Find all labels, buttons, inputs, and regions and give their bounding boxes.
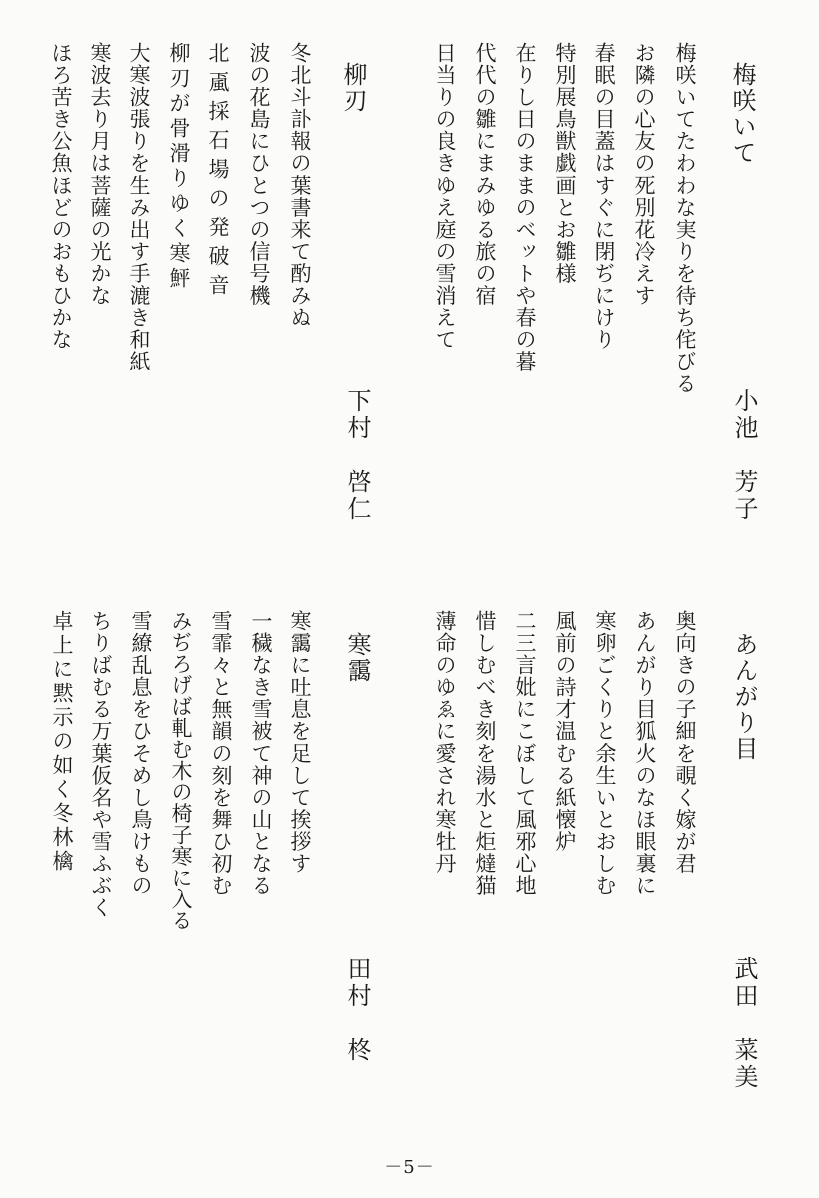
haiku-line: 波の花島にひとつの信号機 <box>247 42 271 307</box>
author-name: 小池 芳子 <box>730 388 758 523</box>
haiku-line: 薄命のゆゑに愛され寒牡丹 <box>433 610 457 875</box>
haiku-line: 日当りの良きゆえ庭の雪消えて <box>433 42 457 351</box>
haiku-line: みぢろげば軋む木の椅子寒に入る <box>169 610 193 931</box>
haiku-line: 二三言妣にこぼして風邪心地 <box>513 610 537 897</box>
haiku-line: 梅咲いてたわわな実りを待ち侘びる <box>673 42 697 395</box>
haiku-line: 柳刃が骨滑りゆく寒鮃 <box>167 42 191 292</box>
author-name: 田村 柊 <box>343 956 371 1064</box>
haiku-line: 在りし日のままのベットや春の暮 <box>513 42 537 373</box>
haiku-line: 寒靄に吐息を足して挨拶す <box>288 610 312 875</box>
author-name: 下村 啓仁 <box>343 388 371 523</box>
page-number: －5－ <box>384 1157 435 1178</box>
haiku-line: 春眠の目蓋はすぐに閉ぢにけり <box>592 42 616 351</box>
haiku-line: 北颪採石場の発破音 <box>206 42 230 303</box>
haiku-title: あんがり目 <box>730 632 758 762</box>
haiku-line: 冬北斗訃報の葉書来て酌みぬ <box>288 42 312 329</box>
haiku-title: 寒靄 <box>343 632 371 684</box>
haiku-line: 特別展鳥獣戯画とお雛様 <box>553 42 577 285</box>
haiku-title: 柳刃 <box>339 62 367 114</box>
haiku-line: 卓上に黙示の如く冬林檎 <box>50 610 74 874</box>
haiku-line: お隣の心友の死別花冷えす <box>632 42 656 307</box>
haiku-title: 梅咲いて <box>728 62 756 166</box>
haiku-line: 一穢なき雪被て神の山となる <box>249 610 273 897</box>
haiku-line: ほろ苦き公魚ほどのおもひかな <box>49 42 73 351</box>
haiku-line: 代代の雛にまみゆる旅の宿 <box>473 42 497 307</box>
author-name: 武田 菜美 <box>730 956 758 1091</box>
haiku-line: ちりばむる万葉仮名や雪ふぶく <box>89 610 113 919</box>
haiku-line: 雪繚乱息をひそめし鳥けもの <box>129 610 153 897</box>
haiku-line: 寒波去り月は菩薩の光かな <box>88 42 112 307</box>
haiku-line: 風前の詩才温むる紙懐炉 <box>553 610 577 853</box>
haiku-line: 奥向きの子細を覗く嫁が君 <box>673 610 697 875</box>
haiku-line: 惜しむべき刻を湯水と炬燵猫 <box>473 610 497 897</box>
haiku-line: 雪霏々と無韻の刻を舞ひ初む <box>209 610 233 897</box>
haiku-line: あんがり目狐火のなほ眼裏に <box>633 610 657 897</box>
haiku-line: 大寒波張りを生み出す手漉き和紙 <box>127 42 151 373</box>
haiku-line: 寒卵ごくりと余生いとおしむ <box>593 610 617 897</box>
